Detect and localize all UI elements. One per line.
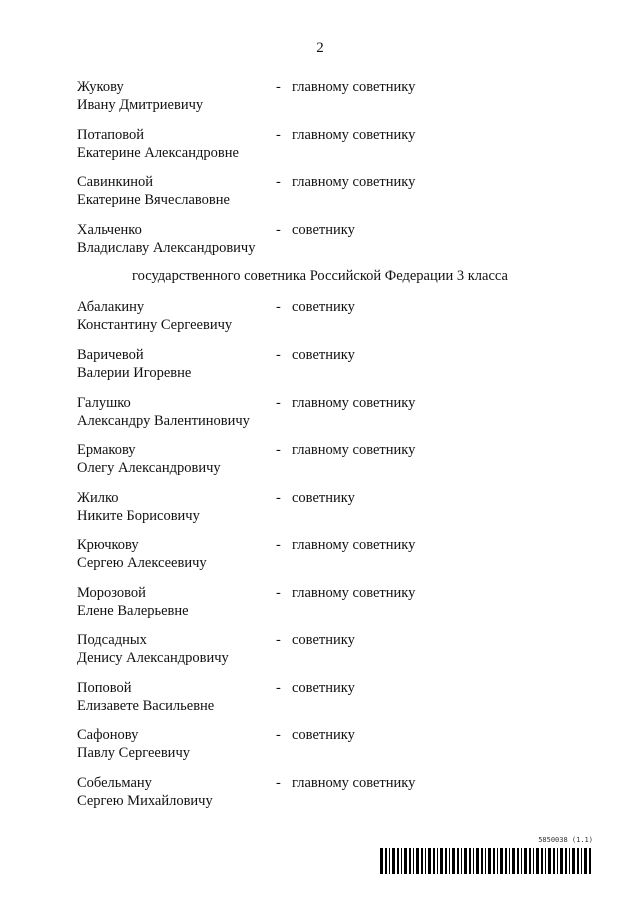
- appointee-surname: Жукову: [77, 79, 124, 95]
- separator-dash: -: [276, 585, 281, 601]
- separator-dash: -: [276, 299, 281, 315]
- appointee-position: главному советнику: [292, 442, 416, 458]
- appointee-surname: Савинкиной: [77, 174, 154, 190]
- barcode-icon: [380, 848, 593, 874]
- separator-dash: -: [276, 79, 281, 95]
- appointee-given-names: Валерии Игоревне: [77, 365, 192, 381]
- appointee-entry: [77, 298, 597, 338]
- appointee-position: главному советнику: [292, 174, 416, 190]
- separator-dash: -: [276, 174, 281, 190]
- appointee-entry: [77, 221, 597, 261]
- separator-dash: -: [276, 537, 281, 553]
- appointee-position: главному советнику: [292, 127, 416, 143]
- appointee-given-names: Павлу Сергеевичу: [77, 745, 190, 761]
- appointee-given-names: Олегу Александровичу: [77, 460, 221, 476]
- appointee-position: главному советнику: [292, 585, 416, 601]
- separator-dash: -: [276, 442, 281, 458]
- appointee-surname: Жилко: [77, 490, 119, 506]
- appointee-entry: [77, 126, 597, 166]
- separator-dash: -: [276, 395, 281, 411]
- separator-dash: -: [276, 490, 281, 506]
- document-barcode: [380, 836, 593, 876]
- appointee-surname: Подсадных: [77, 632, 147, 648]
- appointee-entry: [77, 584, 597, 624]
- appointee-given-names: Екатерине Александровне: [77, 145, 239, 161]
- appointee-given-names: Елизавете Васильевне: [77, 698, 215, 714]
- appointee-position: советнику: [292, 347, 355, 363]
- appointee-surname: Варичевой: [77, 347, 144, 363]
- appointee-surname: Поповой: [77, 680, 132, 696]
- appointee-surname: Сафонову: [77, 727, 139, 743]
- appointee-entry: [77, 679, 597, 719]
- separator-dash: -: [276, 775, 281, 791]
- appointee-entry: [77, 631, 597, 671]
- appointee-given-names: Екатерине Вячеславовне: [77, 192, 230, 208]
- separator-dash: -: [276, 727, 281, 743]
- appointee-given-names: Александру Валентиновичу: [77, 413, 250, 429]
- appointee-position: главному советнику: [292, 79, 416, 95]
- appointee-given-names: Владиславу Александровичу: [77, 240, 256, 256]
- appointee-entry: [77, 774, 597, 814]
- appointee-surname: Потаповой: [77, 127, 145, 143]
- separator-dash: -: [276, 632, 281, 648]
- appointee-position: главному советнику: [292, 395, 416, 411]
- appointee-given-names: Сергею Алексеевичу: [77, 555, 207, 571]
- appointee-given-names: Денису Александровичу: [77, 650, 229, 666]
- appointee-given-names: Елене Валерьевне: [77, 603, 189, 619]
- appointee-given-names: Константину Сергеевичу: [77, 317, 233, 333]
- appointee-entry: [77, 346, 597, 386]
- appointee-position: главному советнику: [292, 537, 416, 553]
- section-heading: государственного советника Российской Федерации 3 класса: [132, 268, 508, 284]
- appointee-position: советнику: [292, 222, 355, 238]
- appointee-surname: Абалакину: [77, 299, 145, 315]
- appointee-surname: Ермакову: [77, 442, 136, 458]
- appointee-given-names: Никите Борисовичу: [77, 508, 200, 524]
- appointee-surname: Собельману: [77, 775, 152, 791]
- separator-dash: -: [276, 222, 281, 238]
- appointee-given-names: Сергею Михайловичу: [77, 793, 213, 809]
- appointee-entry: [77, 173, 597, 213]
- appointee-position: советнику: [292, 680, 355, 696]
- appointee-entry: [77, 489, 597, 529]
- page-number: 2: [316, 40, 324, 56]
- appointee-position: главному советнику: [292, 775, 416, 791]
- appointee-entry: [77, 441, 597, 481]
- barcode-label: 5850038 (1.1): [538, 836, 593, 844]
- separator-dash: -: [276, 127, 281, 143]
- appointee-entry: [77, 536, 597, 576]
- appointee-entry: [77, 78, 597, 118]
- appointee-position: советнику: [292, 299, 355, 315]
- appointee-position: советнику: [292, 490, 355, 506]
- appointee-position: советнику: [292, 632, 355, 648]
- appointee-surname: Морозовой: [77, 585, 146, 601]
- appointee-entry: [77, 394, 597, 434]
- appointee-entry: [77, 726, 597, 766]
- separator-dash: -: [276, 680, 281, 696]
- appointee-given-names: Ивану Дмитриевичу: [77, 97, 204, 113]
- appointee-surname: Крючкову: [77, 537, 139, 553]
- appointee-position: советнику: [292, 727, 355, 743]
- appointee-surname: Галушко: [77, 395, 131, 411]
- separator-dash: -: [276, 347, 281, 363]
- appointee-surname: Хальченко: [77, 222, 142, 238]
